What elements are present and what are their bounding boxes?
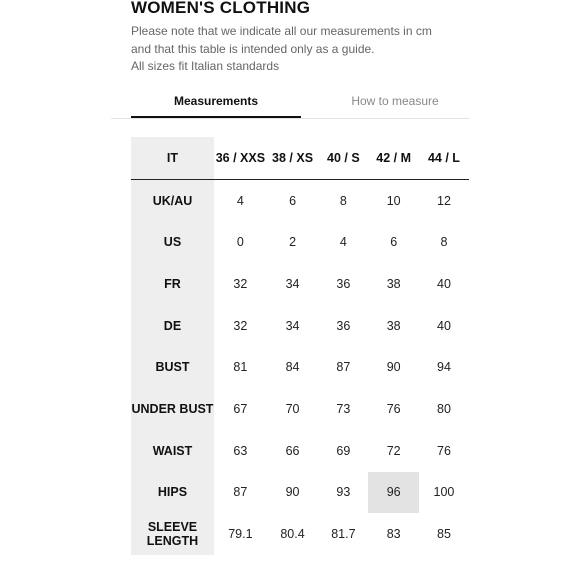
measurement-cell: 0 [236, 235, 244, 250]
measurement-cell: 38 [386, 318, 401, 333]
size-table [131, 137, 469, 555]
measurement-cell: 73 [336, 401, 351, 416]
measurement-cell: 81.7 [331, 527, 356, 542]
measurement-cell: 67 [233, 401, 248, 416]
table-row [131, 305, 469, 347]
table-row [131, 221, 469, 263]
table-row [131, 430, 469, 472]
measurement-cell: 70 [285, 401, 300, 416]
measurement-cell: 76 [437, 443, 451, 458]
measurement-cell: 32 [233, 318, 248, 333]
measurement-cell: 80.4 [280, 527, 305, 542]
size-column-header: 40 / S [327, 150, 360, 165]
corner-label: IT [131, 137, 214, 179]
measurement-cell: 36 [336, 276, 351, 291]
measurement-cell: 79.1 [228, 527, 253, 542]
measurement-cell: 90 [386, 360, 401, 375]
size-column-header: 44 / L [427, 150, 460, 165]
table-row [131, 513, 469, 555]
note-line: and that this table is intended only as a guide. [131, 41, 375, 56]
measurement-cell: 34 [285, 318, 300, 333]
measurement-cell: 12 [437, 193, 451, 208]
measurement-cell: 72 [386, 443, 401, 458]
measurement-cell: 76 [386, 401, 401, 416]
row-label: FR [131, 263, 214, 305]
row-label: BUST [131, 346, 214, 388]
page-title: WOMEN'S CLOTHING [131, 0, 311, 17]
measurement-cell: 69 [336, 443, 351, 458]
measurement-cell: 10 [386, 193, 401, 208]
table-row [131, 263, 469, 305]
measurement-cell: 80 [437, 401, 451, 416]
table-row [131, 346, 469, 388]
measurement-cell: 94 [437, 360, 451, 375]
measurement-cell: 32 [233, 276, 248, 291]
measurement-cell: 85 [437, 527, 451, 542]
size-header-row [131, 137, 469, 179]
size-column-header: 42 / M [376, 150, 412, 165]
note-line: Please note that we indicate all our measurements in cm [131, 24, 432, 38]
row-label: US [131, 221, 214, 263]
size-guide-tabs [111, 86, 470, 119]
note-line: All sizes fit Italian standards [131, 59, 280, 73]
measurement-cell: 4 [236, 193, 244, 208]
table-row [131, 472, 469, 514]
tab-how-to-measure[interactable]: How to measure [351, 94, 439, 108]
measurement-cell: 8 [339, 193, 347, 208]
measurement-cell: 34 [285, 276, 300, 291]
size-table-scroll-area[interactable] [131, 137, 469, 580]
table-row [131, 388, 469, 430]
table-row [131, 179, 469, 221]
row-label: HIPS [131, 472, 214, 514]
row-label: DE [131, 305, 214, 347]
measurement-cell: 87 [233, 485, 248, 500]
measurement-cell: 2 [289, 235, 297, 250]
measurement-cell: 83 [386, 527, 401, 542]
measurement-cell: 6 [289, 193, 297, 208]
tab-measurements[interactable]: Measurements [131, 86, 301, 118]
measurement-cell: 100 [433, 485, 455, 500]
measurement-cell: 38 [386, 276, 401, 291]
measurement-cell: 63 [233, 443, 248, 458]
measurement-cell: 93 [336, 485, 351, 500]
row-label: UK/AU [131, 179, 214, 221]
measurement-cell: 90 [285, 485, 300, 500]
measurement-cell: 40 [437, 318, 451, 333]
measurement-cell: 8 [440, 235, 448, 250]
measurement-cell: 40 [437, 276, 451, 291]
highlighted-measurement-cell: 96 [368, 472, 418, 514]
measurement-cell: 87 [336, 360, 351, 375]
measurement-cell: 66 [285, 443, 300, 458]
measurement-cell: 6 [390, 235, 398, 250]
size-column-header: 38 / XS [272, 150, 314, 165]
measurement-cell: 4 [339, 235, 347, 250]
size-column-header: 36 / XXS [215, 150, 266, 165]
measurement-cell: 36 [336, 318, 351, 333]
measurement-cell: 84 [285, 360, 300, 375]
size-guide-note [131, 23, 451, 76]
row-label: UNDER BUST [131, 388, 214, 430]
measurement-cell: 81 [233, 360, 248, 375]
row-label: WAIST [131, 430, 214, 472]
row-label: SLEEVE LENGTH [131, 513, 214, 555]
